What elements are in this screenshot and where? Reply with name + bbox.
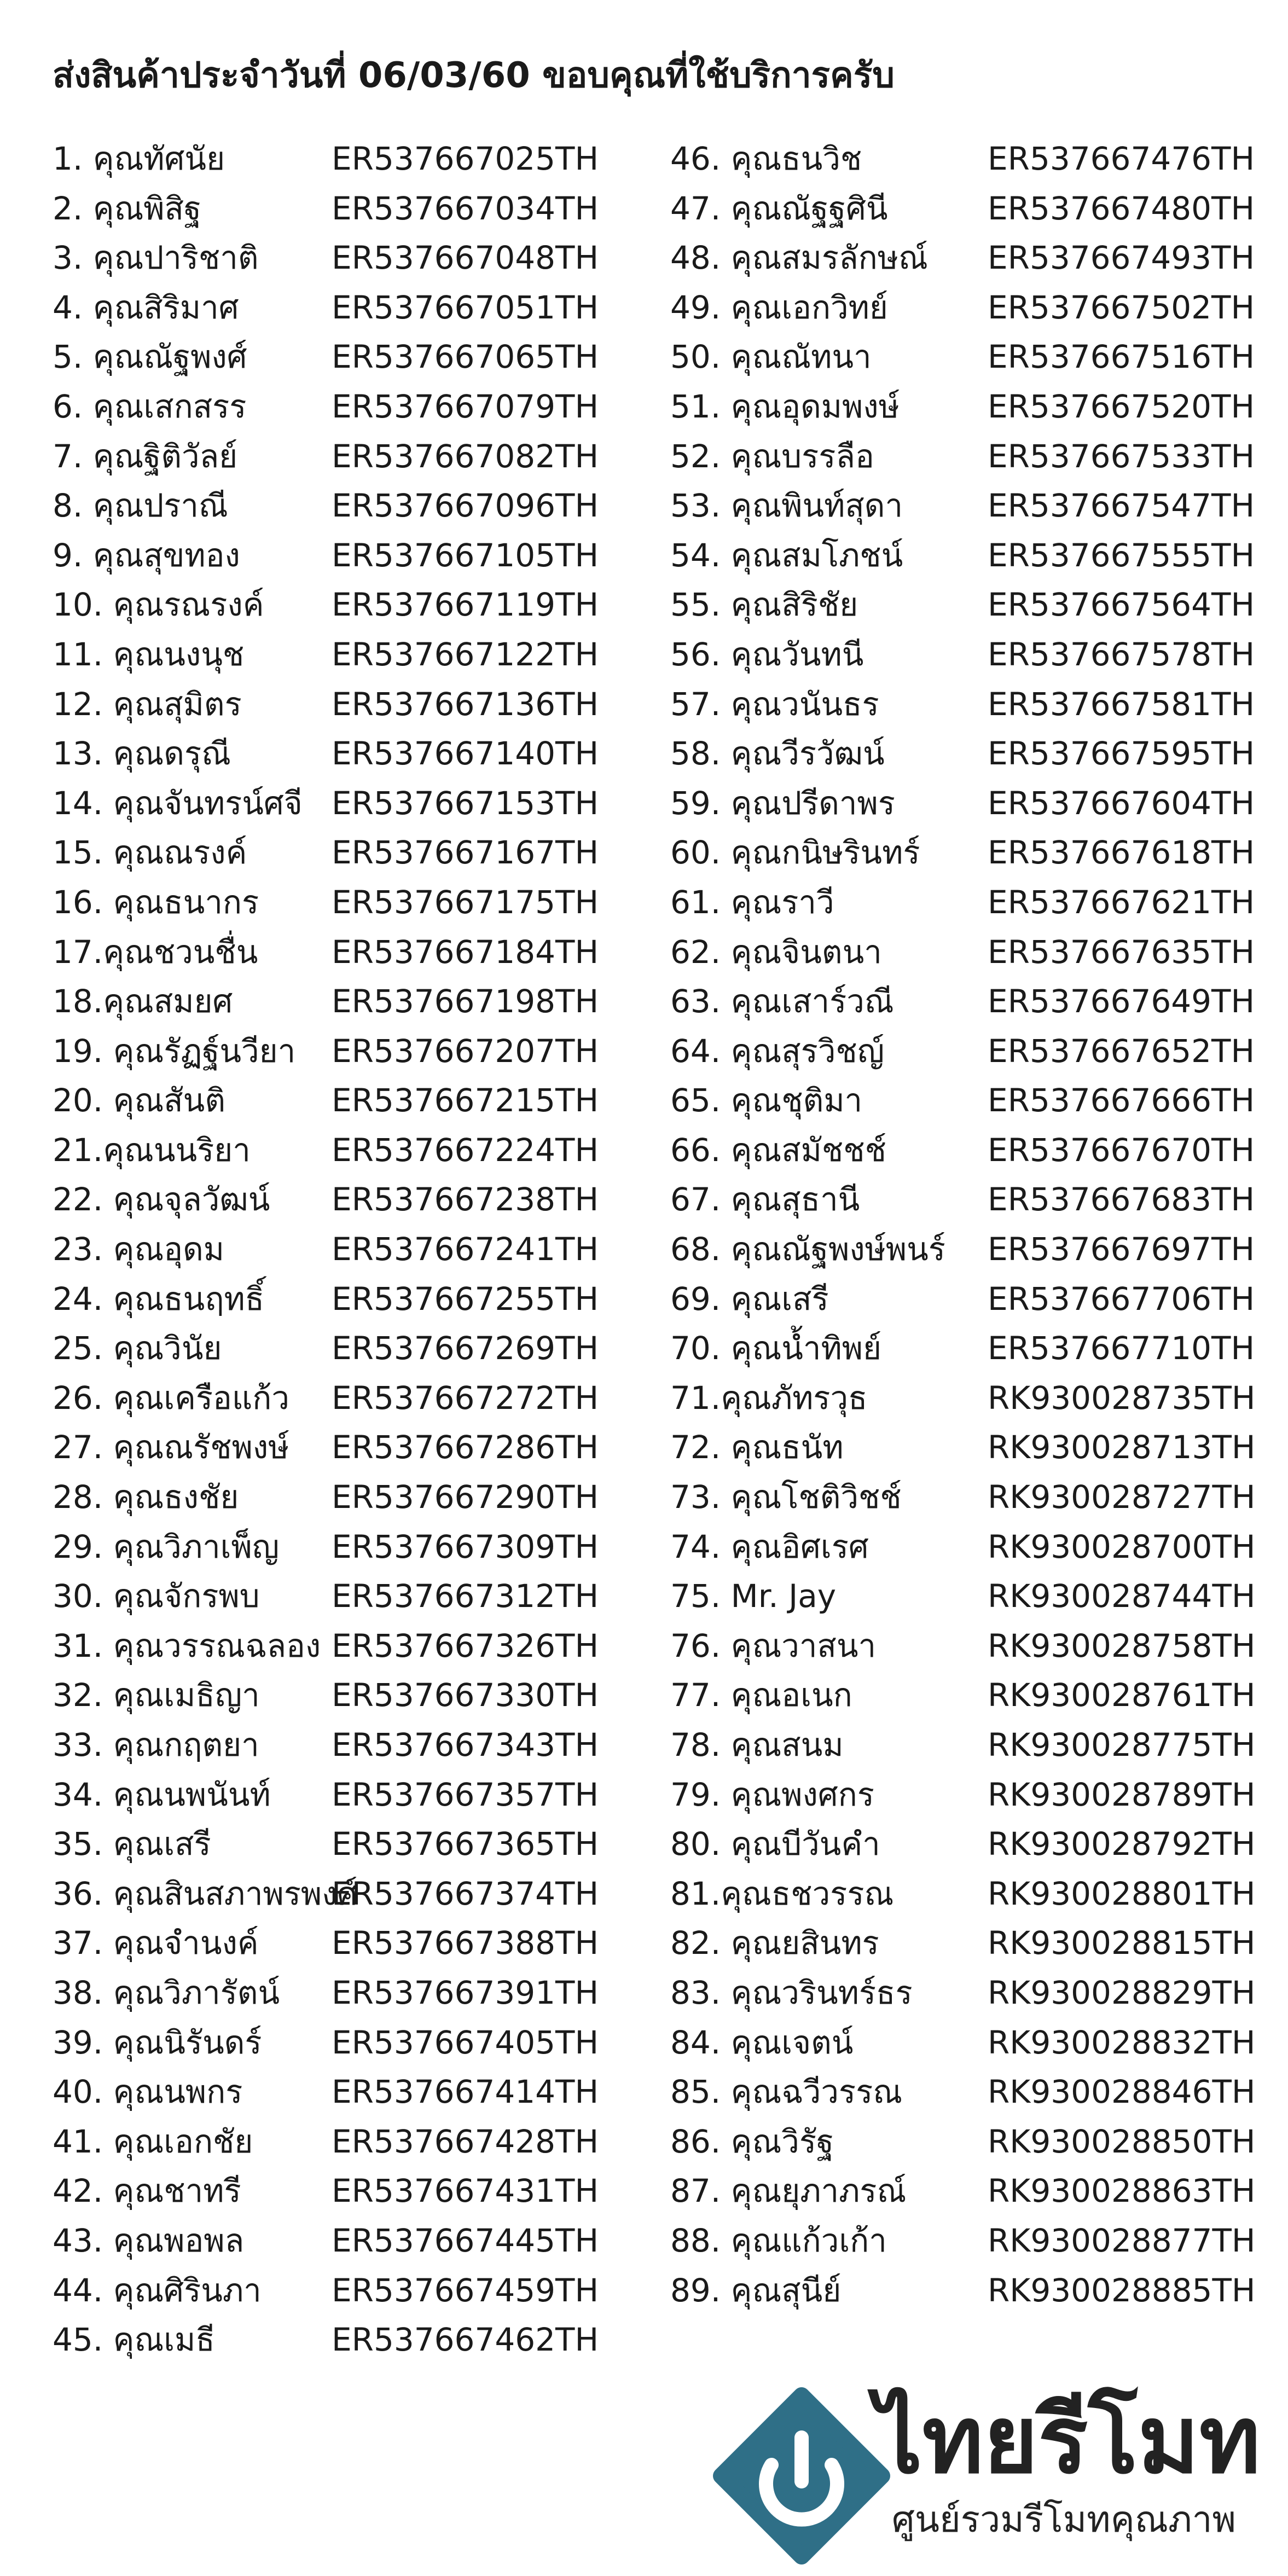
list-item bbox=[670, 1720, 1278, 1770]
list-item bbox=[53, 2216, 660, 2266]
recipient-name: 40. คุณนพกร bbox=[53, 2073, 243, 2111]
tracking-number: ER537667034TH bbox=[332, 189, 599, 227]
tracking-number: ER537667564TH bbox=[988, 586, 1255, 624]
list-item bbox=[670, 1324, 1278, 1373]
recipient-name: 39. คุณนิรันดร์ bbox=[53, 2023, 262, 2061]
list-item bbox=[53, 1621, 660, 1671]
tracking-number: RK930028850TH bbox=[988, 2122, 1256, 2160]
recipient-name: 51. คุณอุดมพงษ์ bbox=[670, 387, 900, 425]
recipient-name: 82. คุณยสินทร bbox=[670, 1924, 879, 1962]
tracking-number: ER537667666TH bbox=[988, 1082, 1255, 1119]
recipient-name: 70. คุณน้ำทิพย์ bbox=[670, 1330, 881, 1367]
tracking-number: RK930028789TH bbox=[988, 1776, 1256, 1813]
list-item bbox=[670, 729, 1278, 779]
tracking-number: RK930028863TH bbox=[988, 2172, 1256, 2210]
recipient-name: 59. คุณปรีดาพร bbox=[670, 784, 895, 822]
list-item bbox=[670, 828, 1278, 878]
tracking-number: ER537667428TH bbox=[332, 2122, 599, 2160]
tracking-number: ER537667312TH bbox=[332, 1577, 599, 1615]
tracking-number: ER537667502TH bbox=[988, 288, 1255, 326]
tracking-number: ER537667618TH bbox=[988, 834, 1255, 872]
list-item bbox=[53, 2018, 660, 2068]
recipient-name: 83. คุณวรินทร์ธร bbox=[670, 1974, 913, 2011]
recipient-name: 85. คุณฉวีวรรณ bbox=[670, 2073, 903, 2111]
recipient-name: 61. คุณราวี bbox=[670, 883, 834, 921]
list-item bbox=[53, 1026, 660, 1076]
tracking-number: ER537667255TH bbox=[332, 1280, 599, 1318]
tracking-number: RK930028758TH bbox=[988, 1627, 1256, 1664]
list-item bbox=[670, 1770, 1278, 1820]
tracking-number: ER537667207TH bbox=[332, 1032, 599, 1070]
recipient-name: 19. คุณรัฏฐ์นวียา bbox=[53, 1032, 296, 1070]
list-item bbox=[670, 2018, 1278, 2068]
list-item bbox=[670, 977, 1278, 1026]
list-item bbox=[670, 1571, 1278, 1621]
tracking-number: ER537667670TH bbox=[988, 1131, 1255, 1169]
list-item bbox=[53, 1125, 660, 1175]
list-item bbox=[53, 2067, 660, 2117]
tracking-number: RK930028744TH bbox=[988, 1577, 1256, 1615]
list-item bbox=[670, 283, 1278, 333]
tracking-number: RK930028815TH bbox=[988, 1924, 1256, 1962]
recipient-name: 54. คุณสมโภชน์ bbox=[670, 536, 903, 574]
list-item bbox=[53, 432, 660, 481]
recipient-name: 11. คุณนงนุช bbox=[53, 635, 245, 673]
list-item bbox=[53, 630, 660, 680]
tracking-number: ER537667493TH bbox=[988, 239, 1255, 277]
list-item bbox=[53, 680, 660, 729]
recipient-name: 67. คุณสุธานี bbox=[670, 1181, 860, 1219]
recipient-name: 49. คุณเอกวิทย์ bbox=[670, 288, 888, 326]
tracking-number: ER537667459TH bbox=[332, 2271, 599, 2309]
list-item bbox=[53, 1819, 660, 1869]
recipient-name: 9. คุณสุขทอง bbox=[53, 536, 240, 574]
tracking-number: ER537667405TH bbox=[332, 2023, 599, 2061]
list-item bbox=[670, 481, 1278, 531]
tracking-number: ER537667621TH bbox=[988, 883, 1255, 921]
list-item bbox=[670, 1076, 1278, 1125]
list-item bbox=[53, 134, 660, 184]
recipient-name: 63. คุณเสาร์วณี bbox=[670, 983, 894, 1020]
list-item bbox=[53, 1670, 660, 1720]
tracking-number: ER537667238TH bbox=[332, 1181, 599, 1219]
list-item bbox=[53, 1770, 660, 1820]
tracking-number: ER537667388TH bbox=[332, 1924, 599, 1962]
recipient-name: 12. คุณสุมิตร bbox=[53, 685, 242, 723]
recipient-name: 23. คุณอุดม bbox=[53, 1231, 225, 1268]
list-item bbox=[670, 680, 1278, 729]
recipient-name: 10. คุณรณรงค์ bbox=[53, 586, 264, 624]
tracking-number: ER537667082TH bbox=[332, 437, 599, 475]
tracking-number: ER537667079TH bbox=[332, 387, 599, 425]
tracking-number: RK930028877TH bbox=[988, 2221, 1256, 2259]
shipment-list-right bbox=[670, 134, 1278, 2315]
list-item bbox=[53, 1076, 660, 1125]
tracking-number: ER537667119TH bbox=[332, 586, 599, 624]
tracking-number: ER537667269TH bbox=[332, 1330, 599, 1367]
tracking-number: RK930028727TH bbox=[988, 1478, 1256, 1516]
list-item bbox=[670, 1621, 1278, 1671]
recipient-name: 73. คุณโชติวิชช์ bbox=[670, 1478, 902, 1516]
recipient-name: 62. คุณจินตนา bbox=[670, 933, 882, 971]
recipient-name: 57. คุณวนันธร bbox=[670, 685, 879, 723]
recipient-name: 25. คุณวินัย bbox=[53, 1330, 222, 1367]
list-item bbox=[53, 1918, 660, 1968]
recipient-name: 48. คุณสมรลักษณ์ bbox=[670, 239, 928, 277]
list-item bbox=[670, 184, 1278, 234]
list-item bbox=[670, 2117, 1278, 2167]
list-item bbox=[53, 184, 660, 234]
tracking-number: ER537667635TH bbox=[988, 933, 1255, 971]
list-item bbox=[53, 1720, 660, 1770]
list-item bbox=[670, 1175, 1278, 1225]
list-item bbox=[670, 1968, 1278, 2018]
list-item bbox=[670, 2067, 1278, 2117]
tracking-number: ER537667136TH bbox=[332, 685, 599, 723]
tracking-number: ER537667595TH bbox=[988, 735, 1255, 773]
tracking-number: ER537667286TH bbox=[332, 1429, 599, 1466]
tracking-number: RK930028700TH bbox=[988, 1528, 1256, 1565]
recipient-name: 88. คุณแก้วเก้า bbox=[670, 2221, 887, 2259]
recipient-name: 37. คุณจำนงค์ bbox=[53, 1924, 259, 1962]
recipient-name: 80. คุณบีวันคำ bbox=[670, 1825, 880, 1863]
shipment-list-left bbox=[53, 134, 660, 2365]
list-item bbox=[53, 233, 660, 283]
list-item bbox=[670, 1522, 1278, 1572]
recipient-name: 68. คุณณัฐพงษ์พนร์ bbox=[670, 1231, 945, 1268]
list-item bbox=[670, 1670, 1278, 1720]
recipient-name: 76. คุณวาสนา bbox=[670, 1627, 877, 1664]
tracking-number: ER537667533TH bbox=[988, 437, 1255, 475]
recipient-name: 42. คุณชาทรี bbox=[53, 2172, 241, 2210]
recipient-name: 2. คุณพิสิฐ bbox=[53, 189, 202, 227]
recipient-name: 13. คุณดรุณี bbox=[53, 735, 231, 773]
tracking-number: ER537667697TH bbox=[988, 1231, 1255, 1268]
page-title: ส่งสินค้าประจำวันที่ 06/03/60 ขอบคุณที่ใช้บริการครับ bbox=[53, 55, 895, 96]
list-item bbox=[670, 432, 1278, 481]
list-item bbox=[670, 878, 1278, 927]
recipient-name: 38. คุณวิภารัตน์ bbox=[53, 1974, 280, 2011]
recipient-name: 22. คุณจุลวัฒน์ bbox=[53, 1181, 270, 1219]
brand-logo bbox=[711, 2386, 1261, 2566]
recipient-name: 27. คุณณรัชพงษ์ bbox=[53, 1429, 289, 1466]
recipient-name: 5. คุณณัฐพงศ์ bbox=[53, 338, 247, 376]
tracking-number: ER537667649TH bbox=[988, 983, 1255, 1020]
recipient-name: 34. คุณนพนันท์ bbox=[53, 1776, 271, 1813]
list-item bbox=[670, 1918, 1278, 1968]
recipient-name: 4. คุณสิริมาศ bbox=[53, 288, 239, 326]
recipient-name: 75. Mr. Jay bbox=[670, 1577, 837, 1615]
tracking-number: ER537667140TH bbox=[332, 735, 599, 773]
recipient-name: 55. คุณสิริชัย bbox=[670, 586, 858, 624]
recipient-name: 60. คุณกนิษรินทร์ bbox=[670, 834, 920, 872]
list-item bbox=[670, 1819, 1278, 1869]
recipient-name: 53. คุณพินท์สุดา bbox=[670, 487, 903, 525]
list-item bbox=[53, 1571, 660, 1621]
list-item bbox=[53, 531, 660, 581]
recipient-name: 44. คุณศิรินภา bbox=[53, 2271, 262, 2309]
list-item bbox=[53, 1324, 660, 1373]
recipient-name: 74. คุณอิศเรศ bbox=[670, 1528, 869, 1565]
list-item bbox=[670, 1869, 1278, 1919]
recipient-name: 69. คุณเสรี bbox=[670, 1280, 829, 1318]
list-item bbox=[670, 779, 1278, 828]
list-item bbox=[53, 1225, 660, 1274]
recipient-name: 43. คุณพอพล bbox=[53, 2221, 245, 2259]
recipient-name: 58. คุณวีรวัฒน์ bbox=[670, 735, 885, 773]
list-item bbox=[53, 580, 660, 630]
tracking-number: ER537667105TH bbox=[332, 536, 599, 574]
list-item bbox=[670, 1423, 1278, 1472]
list-item bbox=[53, 1423, 660, 1472]
list-item bbox=[53, 382, 660, 432]
recipient-name: 56. คุณวันทนี bbox=[670, 635, 864, 673]
tracking-number: ER537667357TH bbox=[332, 1776, 599, 1813]
list-item bbox=[53, 2117, 660, 2167]
list-item bbox=[53, 2315, 660, 2365]
tracking-number: ER537667516TH bbox=[988, 338, 1255, 376]
list-item bbox=[670, 2216, 1278, 2266]
recipient-name: 32. คุณเมธิญา bbox=[53, 1676, 260, 1714]
recipient-name: 87. คุณยุภาภรณ์ bbox=[670, 2172, 907, 2210]
recipient-name: 8. คุณปราณี bbox=[53, 487, 228, 525]
tracking-number: RK930028792TH bbox=[988, 1825, 1256, 1863]
tracking-number: ER537667272TH bbox=[332, 1379, 599, 1417]
tracking-number: RK930028713TH bbox=[988, 1429, 1256, 1466]
tracking-number: ER537667326TH bbox=[332, 1627, 599, 1664]
list-item bbox=[53, 1869, 660, 1919]
tracking-number: ER537667374TH bbox=[332, 1875, 599, 1912]
tracking-number: ER537667343TH bbox=[332, 1726, 599, 1763]
tracking-number: ER537667476TH bbox=[988, 140, 1255, 177]
tracking-number: ER537667462TH bbox=[332, 2321, 599, 2359]
recipient-name: 17.คุณชวนชื่น bbox=[53, 933, 258, 971]
list-item bbox=[53, 779, 660, 828]
tracking-number: ER537667581TH bbox=[988, 685, 1255, 723]
list-item bbox=[53, 927, 660, 977]
tracking-number: RK930028885TH bbox=[988, 2271, 1256, 2309]
brand-subtitle: ศูนย์รวมรีโมทคุณภาพ bbox=[892, 2498, 1237, 2540]
recipient-name: 84. คุณเจตน์ bbox=[670, 2023, 854, 2061]
tracking-number: ER537667578TH bbox=[988, 635, 1255, 673]
tracking-number: ER537667330TH bbox=[332, 1676, 599, 1714]
list-item bbox=[53, 878, 660, 927]
tracking-number: ER537667520TH bbox=[988, 387, 1255, 425]
recipient-name: 50. คุณณัทนา bbox=[670, 338, 872, 376]
brand-name: ไทยรีโมท bbox=[875, 2386, 1261, 2494]
tracking-number: ER537667122TH bbox=[332, 635, 599, 673]
list-item bbox=[53, 1472, 660, 1522]
recipient-name: 72. คุณธนัท bbox=[670, 1429, 844, 1466]
tracking-number: ER537667025TH bbox=[332, 140, 599, 177]
recipient-name: 77. คุณอเนก bbox=[670, 1676, 852, 1714]
tracking-number: ER537667215TH bbox=[332, 1082, 599, 1119]
tracking-number: ER537667547TH bbox=[988, 487, 1255, 525]
recipient-name: 71.คุณภัทรวุธ bbox=[670, 1379, 868, 1417]
tracking-number: ER537667683TH bbox=[988, 1181, 1255, 1219]
tracking-number: RK930028832TH bbox=[988, 2023, 1256, 2061]
tracking-number: ER537667414TH bbox=[332, 2073, 599, 2111]
list-item bbox=[53, 1968, 660, 2018]
tracking-number: ER537667365TH bbox=[332, 1825, 599, 1863]
recipient-name: 26. คุณเครือแก้ว bbox=[53, 1379, 289, 1417]
recipient-name: 16. คุณธนากร bbox=[53, 883, 259, 921]
tracking-number: ER537667555TH bbox=[988, 536, 1255, 574]
recipient-name: 30. คุณจักรพบ bbox=[53, 1577, 260, 1615]
recipient-name: 81.คุณธชวรรณ bbox=[670, 1875, 894, 1912]
list-item bbox=[670, 134, 1278, 184]
tracking-number: RK930028775TH bbox=[988, 1726, 1256, 1763]
recipient-name: 36. คุณสินสภาพรพงศ์ bbox=[53, 1875, 358, 1912]
tracking-number: RK930028735TH bbox=[988, 1379, 1256, 1417]
tracking-number: ER537667290TH bbox=[332, 1478, 599, 1516]
tracking-number: ER537667309TH bbox=[332, 1528, 599, 1565]
tracking-number: ER537667096TH bbox=[332, 487, 599, 525]
recipient-name: 3. คุณปาริชาติ bbox=[53, 239, 259, 277]
recipient-name: 65. คุณชุติมา bbox=[670, 1082, 863, 1119]
tracking-number: ER537667175TH bbox=[332, 883, 599, 921]
recipient-name: 86. คุณวิรัฐ bbox=[670, 2122, 834, 2160]
tracking-number: RK930028846TH bbox=[988, 2073, 1256, 2111]
tracking-number: RK930028761TH bbox=[988, 1676, 1256, 1714]
recipient-name: 64. คุณสุรวิชญ์ bbox=[670, 1032, 885, 1070]
recipient-name: 89. คุณสุนีย์ bbox=[670, 2271, 842, 2309]
tracking-number: ER537667184TH bbox=[332, 933, 599, 971]
list-item bbox=[670, 332, 1278, 382]
list-item bbox=[670, 382, 1278, 432]
list-item bbox=[670, 531, 1278, 581]
list-item bbox=[670, 2166, 1278, 2216]
recipient-name: 46. คุณธนวิช bbox=[670, 140, 862, 177]
tracking-number: ER537667710TH bbox=[988, 1330, 1255, 1367]
tracking-number: ER537667241TH bbox=[332, 1231, 599, 1268]
power-icon bbox=[711, 2386, 892, 2566]
recipient-name: 47. คุณณัฐฐศินี bbox=[670, 189, 888, 227]
list-item bbox=[53, 828, 660, 878]
list-item bbox=[670, 580, 1278, 630]
recipient-name: 1. คุณทัศนัย bbox=[53, 140, 225, 177]
list-item bbox=[670, 1472, 1278, 1522]
recipient-name: 24. คุณธนฤทธิ์ bbox=[53, 1280, 265, 1318]
list-item bbox=[53, 481, 660, 531]
list-item bbox=[53, 1175, 660, 1225]
list-item bbox=[53, 2166, 660, 2216]
recipient-name: 7. คุณฐิติวัลย์ bbox=[53, 437, 238, 475]
recipient-name: 35. คุณเสรี bbox=[53, 1825, 211, 1863]
recipient-name: 21.คุณนนริยา bbox=[53, 1131, 251, 1169]
tracking-number: ER537667604TH bbox=[988, 784, 1255, 822]
recipient-name: 66. คุณสมัชชช์ bbox=[670, 1131, 887, 1169]
list-item bbox=[670, 630, 1278, 680]
list-item bbox=[53, 283, 660, 333]
list-item bbox=[670, 1125, 1278, 1175]
list-item bbox=[53, 1522, 660, 1572]
list-item bbox=[53, 729, 660, 779]
tracking-number: RK930028801TH bbox=[988, 1875, 1256, 1912]
list-item bbox=[670, 927, 1278, 977]
recipient-name: 78. คุณสนม bbox=[670, 1726, 844, 1763]
recipient-name: 79. คุณพงศกร bbox=[670, 1776, 874, 1813]
tracking-number: ER537667048TH bbox=[332, 239, 599, 277]
list-item bbox=[670, 1225, 1278, 1274]
list-item bbox=[53, 332, 660, 382]
tracking-number: ER537667445TH bbox=[332, 2221, 599, 2259]
tracking-number: ER537667652TH bbox=[988, 1032, 1255, 1070]
recipient-name: 31. คุณวรรณฉลอง bbox=[53, 1627, 321, 1664]
recipient-name: 14. คุณจันทรน์ศจี bbox=[53, 784, 303, 822]
recipient-name: 33. คุณกฤตยา bbox=[53, 1726, 259, 1763]
list-item bbox=[53, 2266, 660, 2316]
recipient-name: 29. คุณวิภาเพ็ญ bbox=[53, 1528, 280, 1565]
tracking-number: ER537667198TH bbox=[332, 983, 599, 1020]
list-item bbox=[670, 1373, 1278, 1423]
recipient-name: 28. คุณธงชัย bbox=[53, 1478, 239, 1516]
list-item bbox=[670, 1026, 1278, 1076]
recipient-name: 52. คุณบรรลือ bbox=[670, 437, 874, 475]
recipient-name: 20. คุณสันติ bbox=[53, 1082, 225, 1119]
tracking-number: ER537667431TH bbox=[332, 2172, 599, 2210]
tracking-number: ER537667051TH bbox=[332, 288, 599, 326]
recipient-name: 15. คุณณรงค์ bbox=[53, 834, 247, 872]
tracking-number: ER537667480TH bbox=[988, 189, 1255, 227]
recipient-name: 18.คุณสมยศ bbox=[53, 983, 233, 1020]
list-item bbox=[670, 233, 1278, 283]
recipient-name: 6. คุณเสกสรร bbox=[53, 387, 247, 425]
tracking-number: ER537667153TH bbox=[332, 784, 599, 822]
tracking-number: ER537667391TH bbox=[332, 1974, 599, 2011]
tracking-number: ER537667706TH bbox=[988, 1280, 1255, 1318]
list-item bbox=[53, 1373, 660, 1423]
tracking-number: RK930028829TH bbox=[988, 1974, 1256, 2011]
tracking-number: ER537667065TH bbox=[332, 338, 599, 376]
list-item bbox=[53, 977, 660, 1026]
list-item bbox=[53, 1274, 660, 1324]
tracking-number: ER537667167TH bbox=[332, 834, 599, 872]
recipient-name: 41. คุณเอกชัย bbox=[53, 2122, 253, 2160]
tracking-number: ER537667224TH bbox=[332, 1131, 599, 1169]
list-item bbox=[670, 2266, 1278, 2316]
recipient-name: 45. คุณเมธี bbox=[53, 2321, 215, 2359]
list-item bbox=[670, 1274, 1278, 1324]
